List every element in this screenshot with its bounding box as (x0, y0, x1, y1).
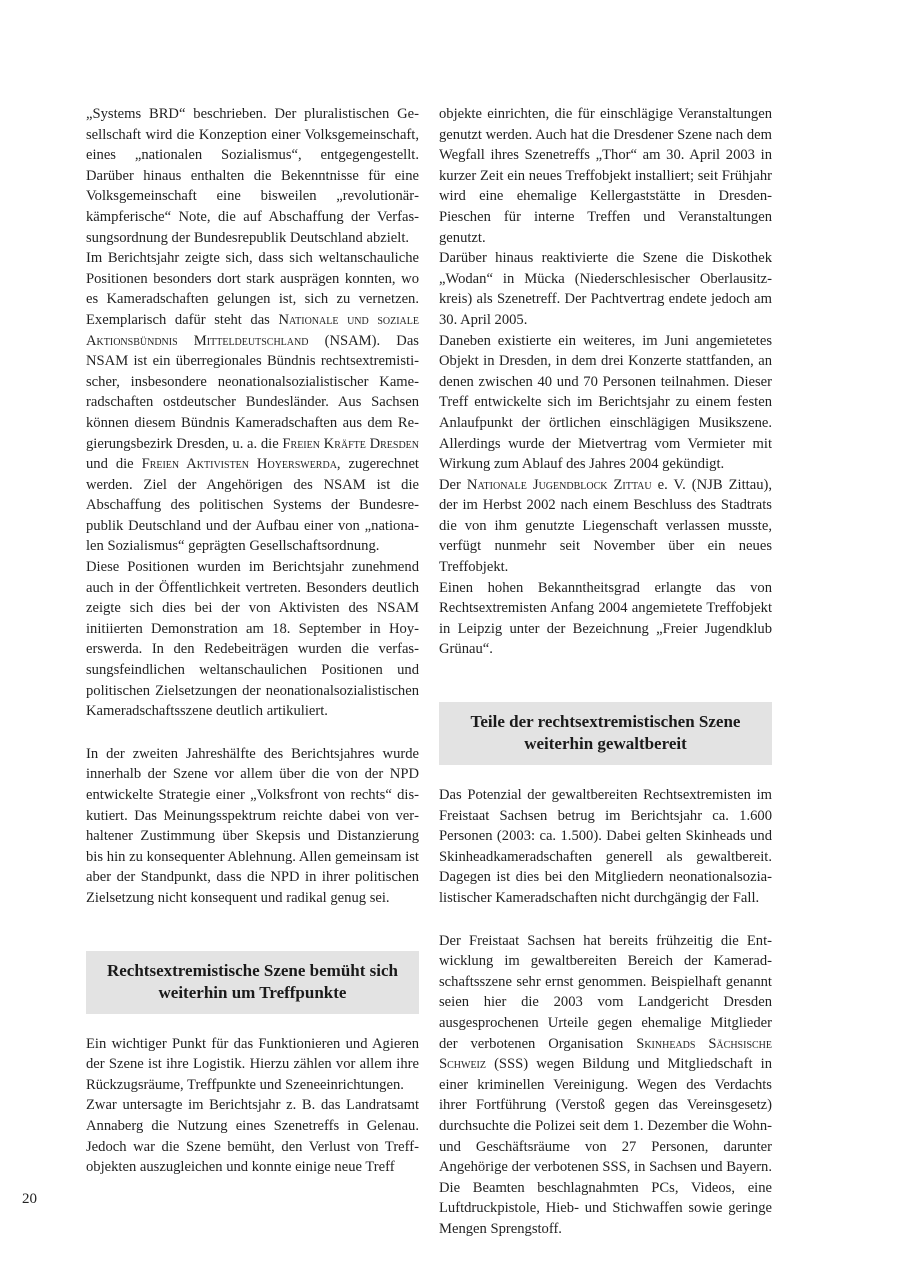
organization-name: Freien Aktivisten Hoyerswerda (141, 456, 337, 473)
right-paragraph-4 (439, 475, 772, 578)
organization-name: Nationale und soziale Aktionsbündnis Mitteldeutschland (86, 311, 419, 349)
left-paragraph-5: Ein wichtiger Punkt für das Funktionieren und Agieren der Szene ist ihre Logistik. Hierzu zählen vor allem ihre Rückzugsräume, Treffpunkte und Szeneeinrichtungen. (86, 1035, 419, 1093)
paragraph-gap (86, 722, 419, 744)
organization-name: Skinheads Sächsische Schweiz (439, 1035, 773, 1073)
section-gap (86, 1014, 419, 1034)
section-heading-treffpunkte: Rechtsextremistische Szene bemüht sich weiterhin um Treffpunkte (86, 951, 419, 1014)
text-run: Der Freistaat Sachsen hat bereits frühzeitig die Entwicklung im gewaltbereiten Bereich der Kameradschaftsszene sehr ernst genommen. Beispielhaft genannt seien hier die 2003 vom Landgericht Dresden ausgesprochenen Urteile gegen ehemalige Mitglieder der verbotenen Organisation (439, 932, 772, 1052)
text-run: (NSAM). Das NSAM ist ein überregionales Bündnis rechtsextremistischer, insbesondere neonationalsozialistischer Kameradschaften ostdeutscher Bundesländer. Aus Sachsen können diesem Bündnis Kameradschaften aus dem Regierungsbezirk Dresden, u. a. die (86, 332, 419, 452)
right-paragraph-6: Das Potenzial der gewaltbereiten Rechtsextremisten im Freistaat Sachsen betrug im Berichtsjahr ca. 1.600 Personen (2003: ca. 1.500). Dabei gelten Skinheads und Skinheadkameradschaften generell als gewaltbereit. Dagegen ist dies bei den Mitgliedern neonationalsozialistischer Kameradschaften nicht durchgängig der Fall. (439, 787, 772, 906)
left-paragraph-1: „Systems BRD“ beschrieben. Der pluralistischen Gesellschaft wird die Konzeption einer Volksgemeinschaft, eines „nationalen Sozialismus“, entgegengestellt. Darüber hinaus enthalten die Bekenntnisse für eine Volksgemeinschaft eine bisweilen „revolutionärkämpferische“ Note, die auf Abschaffung der Verfassungsordnung der Bundesrepublik Deutschland abzielt. (86, 106, 419, 246)
left-paragraph-6: Zwar untersagte im Berichtsjahr z. B. das Landratsamt Annaberg die Nutzung eines Szenetreffs in Gelenau. Jedoch war die Szene bemüht, den Verlust von Treffobjekten auszugleichen und konnte einige neue Treff (86, 1097, 419, 1176)
section-heading-gewaltbereit: Teile der rechtsextremistischen Szene weiterhin gewaltbereit (439, 702, 772, 765)
organization-name: Nationale Jugendblock Zittau (466, 476, 652, 493)
section-gap (439, 660, 772, 702)
organization-name: Freien Kräfte Dresden (282, 435, 420, 452)
left-column (86, 104, 419, 1178)
section-gap (439, 765, 772, 785)
right-paragraph-7 (439, 931, 772, 1240)
text-run: e. V. (NJB Zittau), der im Herbst 2002 nach einem Beschluss des Stadtrats die von ihm genutzte Liegenschaft verlassen musste, verfügt nunmehr seit November über ein neues Treffobjekt. (439, 476, 773, 576)
right-paragraph-3: Daneben existierte ein weiteres, im Juni angemietetes Objekt in Dresden, in dem drei Konzerte stattfanden, an denen zwischen 40 und 70 Personen teilnahmen. Dieser Treff entwickelte sich im Berichtsjahr zu einem festen Anlaufpunkt der örtlichen einschlägigen Musikszene. Allerdings wurde der Mietvertrag vom Vermieter mit Wirkung zum Ablauf des Jahres 2004 gekündigt. (439, 332, 772, 473)
text-run: Im Berichtsjahr zeigte sich, dass sich weltanschauliche Positionen besonders dort stark ausprägen konnten, wo es Kameradschaften gelungen ist, sich zu vernetzen. Exemplarisch dafür steht das (86, 250, 419, 328)
text-run: und die (86, 456, 142, 473)
right-paragraph-5: Einen hohen Bekanntheitsgrad erlangte das von Rechtsextremisten Anfang 2004 angemietete Treffobjekt in Leipzig unter der Bezeichnung „Freier Jugendklub Grünau“. (439, 579, 772, 658)
section-gap (86, 909, 419, 951)
right-paragraph-2: Darüber hinaus reaktivierte die Szene die Diskothek „Wodan“ in Mücka (Niederschlesischer Oberlausitzkreis) als Szenetreff. Der Pachtvertrag endete jedoch am 30. April 2005. (439, 250, 772, 328)
right-paragraph-1: objekte einrichten, die für einschlägige Veranstaltungen genutzt werden. Auch hat die Dresdener Szene nach dem Wegfall ihres Szenetreffs „Thor“ am 30. April 2003 in kurzer Zeit ein neues Treffobjekt installiert; seit Frühjahr wird eine ehemalige Kellergaststätte in Dresden-Pieschen für interne Treffen und Veranstaltungen genutzt. (439, 106, 772, 246)
left-paragraph-4: In der zweiten Jahreshälfte des Berichtsjahres wurde innerhalb der Szene vor allem über die von der NPD entwickelte Strategie einer „Volksfront von rechts“ diskutiert. Das Meinungsspektrum reichte dabei von verhaltener Zustimmung über Skepsis und Distanzierung bis hin zu konsequenter Ablehnung. Allen gemeinsam ist aber der Standpunkt, dass die NPD in ihrer politischen Zielsetzung nicht konsequent und radikal genug sei. (86, 745, 419, 906)
text-run: , zugerechnet werden. Ziel der Angehörigen des NSAM ist die Abschaffung des politischen Systems der Bundesrepublik Deutschland und der Aufbau einer von „nationalen Sozialismus“ geprägten Gesellschaftsordnung. (86, 456, 419, 555)
paragraph-gap (439, 909, 772, 931)
page-number: 20 (22, 1191, 37, 1207)
left-paragraph-2 (86, 248, 419, 557)
text-run: (SSS) wegen Bildung und Mitgliedschaft in einer kriminellen Vereinigung. Wegen des Verdachts ihrer Fortführung (Verstoß gegen das Vereinsgesetz) durchsuchte die Polizei seit dem 1. Dezember die Wohn- und Geschäftsräume von 27 Personen, darunter Angehörige der verbotenen SSS, in Sachsen und Bayern. Die Beamten beschlagnahmten PCs, Videos, eine Luftdruckpistole, Hieb- und Stichwaffen sowie geringe Mengen Sprengstoff. (439, 1056, 772, 1237)
left-paragraph-3: Diese Positionen wurden im Berichtsjahr zunehmend auch in der Öffentlichkeit vertreten. Besonders deutlich zeigte sich dies bei der von Aktivisten des NSAM initiierten Demonstration am 18. September in Hoyerswerda. In den Redebeiträgen wurden die verfassungsfeindlichen weltanschaulichen Positionen und politischen Zielsetzungen der neonationalsozialistischen Kameradschaftsszene deutlich artikuliert. (86, 559, 419, 720)
text-run: Der (439, 476, 467, 493)
right-column (439, 104, 772, 1240)
